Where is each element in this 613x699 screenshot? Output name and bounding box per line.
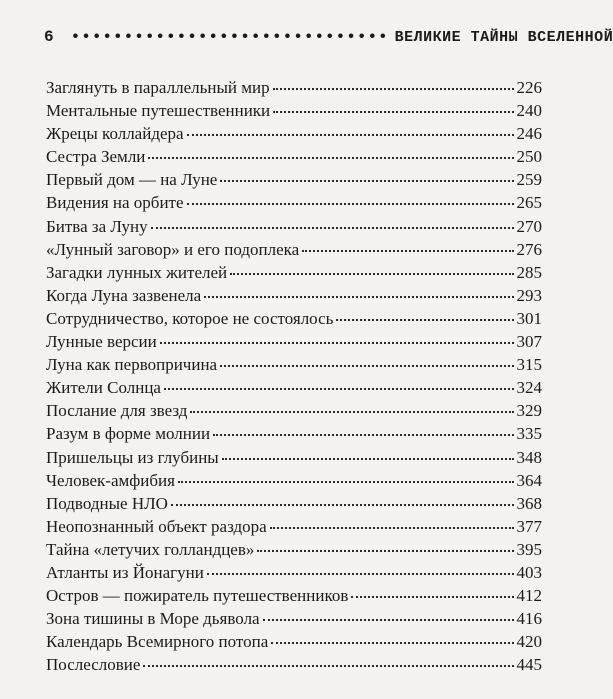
toc-dot-leader [270,526,514,529]
toc-dot-leader [351,595,513,598]
toc-entry-title: Неопознанный объект раздора [46,516,267,536]
toc-dot-leader [222,457,514,460]
toc-entry [46,99,542,122]
toc-entry-title: Подводные НЛО [46,493,168,513]
toc-entry-page: 420 [516,632,542,652]
toc-entry [46,469,542,492]
toc-entry-title: Первый дом — на Луне [46,170,218,190]
toc-entry-page: 445 [516,655,542,675]
toc-entry-page: 246 [516,124,542,144]
toc-entry-page: 324 [516,378,542,398]
toc-entry-page: 368 [516,493,542,513]
toc-entry [46,191,542,214]
toc-entry [46,492,542,515]
toc-entry [46,607,542,630]
toc-dot-leader [151,226,514,229]
toc-entry-title: Луна как первопричина [46,355,218,375]
toc-entry [46,561,542,584]
toc-entry-page: 301 [516,308,542,328]
toc-entry [46,76,542,99]
toc-entry-title: Остров — пожиратель путешественников [46,586,349,606]
toc-dot-leader [143,664,513,667]
toc-entry-title: Видения на орбите [46,193,184,213]
toc-dot-leader [302,249,513,252]
toc-entry-page: 395 [516,539,542,559]
toc-dot-leader [213,433,513,436]
toc-entry [46,538,542,561]
toc-entry-title: «Лунный заговор» и его подоплека [46,239,300,259]
toc-dot-leader [273,87,514,90]
toc-dot-leader [190,410,513,413]
toc-entry [46,422,542,445]
toc-entry-page: 403 [516,562,542,582]
toc-entry-page: 226 [516,78,542,97]
toc-entry-page: 259 [516,170,542,190]
book-title: ВЕЛИКИЕ ТАЙНЫ ВСЕЛЕННОЙ [394,29,613,46]
toc-entry [46,584,542,607]
toc-entry-title: Зона тишины в Море дьявола [46,609,260,629]
toc-dot-leader [230,272,513,275]
toc-entry-title: Лунные версии [46,332,157,352]
toc-entry [46,515,542,538]
toc-entry-page: 240 [516,101,542,121]
toc-entry [46,168,542,191]
toc-entry [46,122,542,145]
toc-entry-page: 416 [516,609,542,629]
toc-entry-title: Атланты из Йонагуни [46,562,204,582]
toc-entry [46,145,542,168]
toc-entry-page: 348 [516,447,542,467]
toc-dot-leader [160,341,514,344]
toc-entry-title: Битва за Луну [46,216,148,236]
toc-dot-leader [204,295,513,298]
toc-entry-title: Пришельцы из глубины [46,447,219,467]
toc-dot-leader [336,318,513,321]
toc-dot-leader [220,364,513,367]
toc-entry-page: 364 [516,470,542,490]
toc-entry-page: 315 [516,355,542,375]
toc-dot-leader [271,641,513,644]
toc-entry-title: Сотрудничество, которое не состоялось [46,308,334,328]
toc-entry [46,446,542,469]
toc-entry [46,376,542,399]
toc-dot-leader [187,133,514,136]
toc-dot-leader [148,156,513,159]
toc-entry [46,399,542,422]
table-of-contents [46,76,542,676]
toc-entry [46,330,542,353]
toc-entry [46,653,542,676]
toc-entry [46,353,542,376]
toc-entry-page: 412 [516,586,542,606]
toc-dot-leader [178,480,514,483]
toc-entry-page: 335 [516,424,542,444]
toc-dot-leader [207,572,514,575]
toc-entry-page: 307 [516,332,542,352]
toc-entry [46,284,542,307]
toc-entry [46,307,542,330]
toc-entry [46,238,542,261]
toc-entry-page: 270 [516,216,542,236]
toc-entry-page: 250 [516,147,542,167]
toc-entry-page: 377 [516,516,542,536]
toc-entry [46,261,542,284]
toc-entry [46,215,542,238]
toc-dot-leader [220,179,513,182]
toc-dot-leader [273,110,513,113]
toc-entry-page: 276 [516,239,542,259]
toc-entry-title: Послесловие [46,655,141,675]
toc-entry-title: Послание для звезд [46,401,188,421]
toc-entry-title: Календарь Всемирного потопа [46,632,269,652]
toc-entry [46,630,542,653]
toc-dot-leader [171,503,514,506]
toc-entry-title: Ментальные путешественники [46,101,271,121]
toc-entry-title: Разум в форме молнии [46,424,211,444]
toc-entry-page: 265 [516,193,542,213]
toc-entry-title: Человек-амфибия [46,470,175,490]
toc-dot-leader [164,387,514,390]
toc-dot-leader [257,549,513,552]
toc-entry-title: Жрецы коллайдера [46,124,184,144]
toc-dot-leader [263,618,514,621]
running-head [44,28,613,52]
toc-entry-page: 293 [516,285,542,305]
header-dot-leader: •••••••••••••••••••••••••••••• [70,28,389,46]
toc-entry-page: 329 [516,401,542,421]
toc-dot-leader [187,202,514,205]
toc-entry-title: Загадки лунных жителей [46,262,228,282]
toc-entry-title: Тайна «летучих голландцев» [46,539,255,559]
toc-entry-title: Жители Солнца [46,378,161,398]
page-number: 6 [44,28,55,46]
toc-entry-title: Когда Луна зазвенела [46,285,202,305]
toc-entry-title: Заглянуть в параллельный мир [46,78,270,97]
toc-entry-title: Сестра Земли [46,147,146,167]
toc-entry-page: 285 [516,262,542,282]
